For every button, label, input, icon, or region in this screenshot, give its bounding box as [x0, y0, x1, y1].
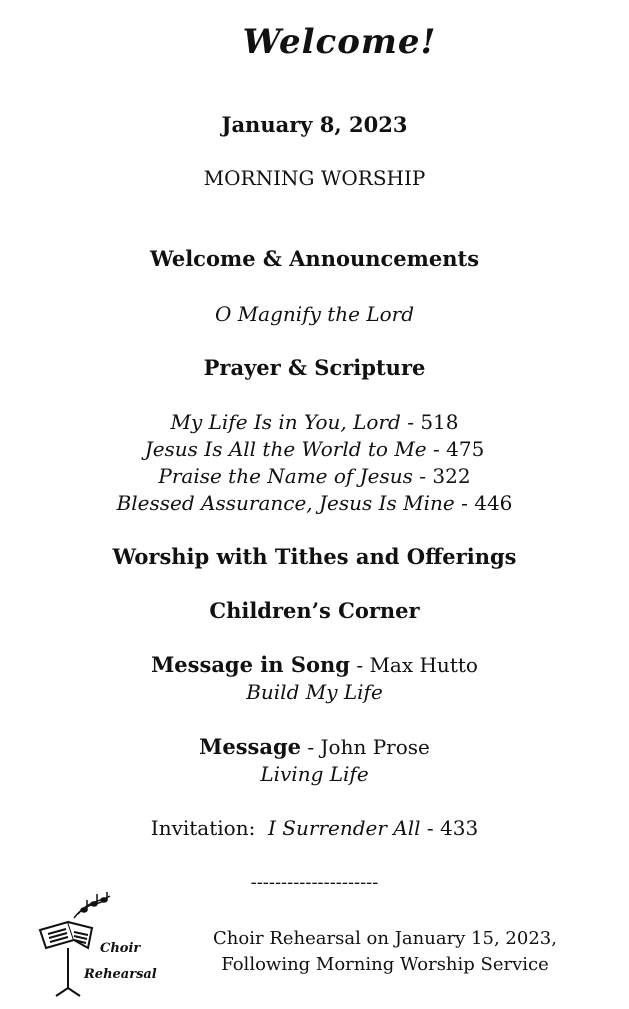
message-in-song-title: Build My Life	[246, 680, 383, 704]
message-in-song-person: Max Hutto	[369, 653, 478, 677]
tithes-heading: Worship with Tithes and Offerings	[112, 544, 517, 569]
hymn-separator: -	[412, 464, 433, 488]
hymn-number: 518	[420, 410, 459, 434]
message-in-song-separator: -	[349, 653, 370, 677]
message-in-song-label: Message in Song	[151, 652, 350, 677]
welcome-announcements-heading: Welcome & Announcements	[149, 246, 480, 271]
hymn-item	[0, 464, 629, 488]
message-in-song-line	[0, 652, 629, 677]
logo-text-choir: Choir	[100, 941, 141, 956]
invitation-line	[0, 816, 629, 840]
hymn-title: Jesus Is All the World to Me	[144, 437, 427, 461]
choir-note-line-2: Following Morning Worship Service	[221, 954, 549, 975]
hymn-separator: -	[400, 410, 421, 434]
magnify-song: O Magnify the Lord	[214, 302, 415, 326]
hymn-separator: -	[454, 491, 475, 515]
invitation-title: I Surrender All	[268, 816, 421, 840]
hymn-number: 446	[474, 491, 513, 515]
hymn-item	[0, 437, 629, 461]
hymn-item	[0, 410, 629, 434]
message-title: Living Life	[260, 762, 369, 786]
hymn-separator: -	[426, 437, 447, 461]
choir-rehearsal-logo	[34, 892, 164, 998]
invitation-number: 433	[440, 816, 479, 840]
hymn-item	[0, 491, 629, 515]
hymn-number: 475	[446, 437, 485, 461]
page-title: Welcome!	[242, 22, 437, 62]
hymn-title: Blessed Assurance, Jesus Is Mine	[116, 491, 455, 515]
service-name: MORNING WORSHIP	[203, 166, 426, 190]
invitation-label: Invitation:	[150, 816, 269, 840]
message-person: John Prose	[320, 735, 430, 759]
divider: ---------------------	[250, 872, 379, 893]
prayer-scripture-heading: Prayer & Scripture	[203, 355, 426, 380]
logo-text-rehearsal: Rehearsal	[84, 967, 157, 982]
hymn-title: Praise the Name of Jesus	[158, 464, 413, 488]
hymn-title: My Life Is in You, Lord	[170, 410, 401, 434]
childrens-corner-heading: Children’s Corner	[209, 598, 420, 623]
invitation-separator: -	[420, 816, 441, 840]
hymn-number: 322	[432, 464, 471, 488]
choir-rehearsal-note	[200, 926, 570, 978]
service-date: January 8, 2023	[221, 112, 408, 137]
message-separator: -	[301, 735, 321, 759]
message-line	[0, 734, 629, 759]
message-label: Message	[199, 734, 302, 759]
choir-note-line-1: Choir Rehearsal on January 15, 2023,	[213, 928, 557, 949]
